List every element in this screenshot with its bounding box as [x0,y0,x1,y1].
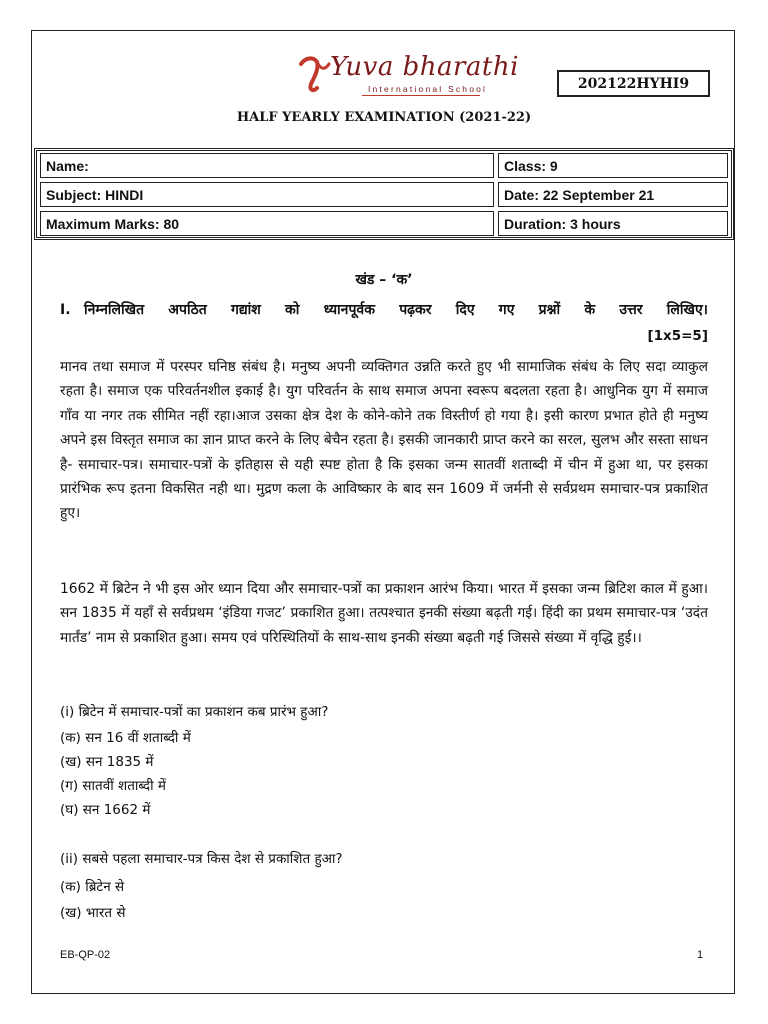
max-marks-cell: Maximum Marks: 80 [40,211,494,236]
question-number: I. [60,302,71,318]
paper-code: 202122HYHI9 [557,70,710,97]
q1-option-b: (ख) सन 1835 में [60,754,154,770]
q1-option-d: (घ) सन 1662 में [60,802,151,818]
question-1-text: (i) ब्रिटेन में समाचार-पत्रों का प्रकाशन कब प्रारंभ हुआ? [60,704,329,720]
subject-cell: Subject: HINDI [40,182,494,207]
passage-paragraph-1: मानव तथा समाज में परस्पर घनिष्ठ संबंध है। मनुष्य अपनी व्यक्तिगत उन्नति करते हुए भी सामाजिक संबंध के लिए सदा व्याकुल रहता है। समाज एक परिवर्तनशील इकाई है। युग परिवर्तन के साथ समाज अपना स्वरूप बदलता रहता है। आधुनिक युग में समाज गाँव या नगर तक सीमित नहीं रहा।आज उसका क्षेत्र देश के कोने-कोने तक विस्तीर्ण हो गया है। इसी कारण प्रभात होते ही मनुष्य अपने इस विस्तृत समाज का ज्ञान प्राप्त करने के लिए बेचैन रहता है। इसकी जानकारी प्राप्त करने का सरल, सुलभ और सस्ता साधन है- समाचार-पत्र। समाचार-पत्रों के इतिहास से यही स्पष्ट होता है कि इसका जन्म सातवीं शताब्दी में चीन में हुआ था, पर इसका प्रारंभिक रूप इतना विकसित नही था। मुद्रण कला के आविष्कार के बाद सन 1609 में जर्मनी से सर्वप्रथम समाचार-पत्र प्रकाशित हुए। [60,359,708,522]
marks-label: [1x5=5] [647,328,708,344]
question-instruction [60,300,708,320]
student-info-table [34,148,734,240]
question-2-text: (ii) सबसे पहला समाचार-पत्र किस देश से प्रकाशित हुआ? [60,851,343,867]
q1-option-a: (क) सन 16 वीं शताब्दी में [60,730,191,746]
q1-option-c: (ग) सातवीं शताब्दी में [60,778,166,794]
page-number: 1 [697,949,704,961]
exam-title: HALF YEARLY EXAMINATION (2021-22) [236,110,532,125]
logo-tagline: International School [368,84,488,94]
logo-brand-text: Yuva bharathi [330,52,519,82]
q2-option-a: (क) ब्रिटेन से [60,879,125,895]
passage-paragraph-2: 1662 में ब्रिटेन ने भी इस ओर ध्यान दिया और समाचार-पत्रों का प्रकाशन आरंभ किया। भारत में इसका जन्म ब्रिटिश काल में हुआ। सन 1835 में यहाँ से सर्वप्रथम ‘इंडिया गजट’ प्रकाशित हुआ। तत्पश्चात इनकी संख्या बढ़ती गई। हिंदी का प्रथम समाचार-पत्र ‘उदंत मार्तंड’ नाम से प्रकाशित हुआ। समय एवं परिस्थितियों के साथ-साथ इनकी संख्या बढ़ती गई जिससे संख्या में वृद्धि हुई।। [60,581,708,646]
class-cell: Class: 9 [498,153,728,178]
date-cell: Date: 22 September 21 [498,182,728,207]
q2-option-b: (ख) भारत से [60,905,126,921]
logo-underline [362,95,480,96]
section-title: खंड – ‘क’ [355,272,413,288]
name-cell: Name: [40,153,494,178]
info-row [37,180,731,209]
info-row [37,151,731,180]
footer-code: EB-QP-02 [60,949,111,961]
info-row [37,209,731,238]
duration-cell: Duration: 3 hours [498,211,728,236]
instruction-text: निम्नलिखित अपठित गद्यांश को ध्यानपूर्वक पढ़कर दिए गए प्रश्नों के उत्तर लिखिए। [84,302,708,318]
